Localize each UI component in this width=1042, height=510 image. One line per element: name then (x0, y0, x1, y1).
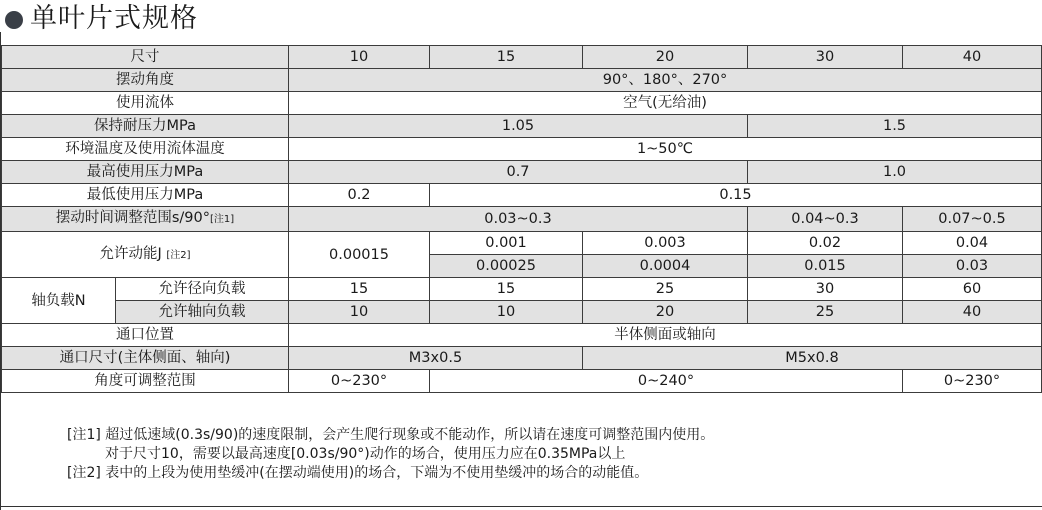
table-row (2, 347, 1042, 370)
note-1: [注1] 超过低速域(0.3s/90)的速度限制，会产生爬行现象或不能动作，所以请在速度可调整范围内使用。 (67, 427, 715, 443)
cell-value: 0.001 (430, 232, 583, 255)
cell-value: M5x0.8 (583, 347, 1042, 370)
cell-value: 0~230° (289, 370, 430, 393)
cell-value: 20 (583, 301, 748, 324)
note-ref: [注2] (166, 249, 191, 261)
cell-value: 0.015 (748, 255, 903, 278)
cell-value: 0.03~0.3 (289, 207, 748, 232)
cell-value: 0~240° (430, 370, 903, 393)
row-label: 通口尺寸(主体侧面、轴向) (2, 347, 289, 370)
cell-value: 半体侧面或轴向 (289, 324, 1042, 347)
row-label: 通口位置 (2, 324, 289, 347)
header-size: 10 (289, 46, 430, 69)
cell-value: 0.7 (289, 161, 748, 184)
cell-value: 0.2 (289, 184, 430, 207)
cell-value: 0.0004 (583, 255, 748, 278)
sub-label: 允许径向负载 (116, 278, 289, 301)
table-row (2, 184, 1042, 207)
row-label: 最高使用压力MPa (2, 161, 289, 184)
row-label: 角度可调整范围 (2, 370, 289, 393)
row-label (2, 232, 289, 278)
cell-value: 0.03 (903, 255, 1042, 278)
cell-value: 0.003 (583, 232, 748, 255)
cell-value: 0.00015 (289, 232, 430, 278)
header-size: 40 (903, 46, 1042, 69)
cell-value: 25 (748, 301, 903, 324)
cell-value: 0.15 (430, 184, 1042, 207)
cell-value: 0.04~0.3 (748, 207, 903, 232)
row-label: 保持耐压力MPa (2, 115, 289, 138)
notes (67, 426, 714, 483)
header-size: 20 (583, 46, 748, 69)
bullet-dot-icon (5, 11, 23, 29)
cell-value: 1.5 (748, 115, 1042, 138)
row-label: 环境温度及使用流体温度 (2, 138, 289, 161)
note-2: [注2] 表中的上段为使用垫缓冲(在摆动端使用)的场合，下端为不使用垫缓冲的场合的动能值。 (67, 465, 649, 481)
header-size: 15 (430, 46, 583, 69)
table-row (2, 324, 1042, 347)
cell-value: 1~50℃ (289, 138, 1042, 161)
cell-value: 10 (430, 301, 583, 324)
table-row (2, 138, 1042, 161)
table-row (2, 301, 1042, 324)
row-label-text: 允许动能J (99, 245, 162, 262)
header-size-label: 尺寸 (2, 46, 289, 69)
sub-label: 允许轴向负载 (116, 301, 289, 324)
cell-value: 25 (583, 278, 748, 301)
table-row (2, 232, 1042, 255)
row-label: 摆动角度 (2, 69, 289, 92)
row-label: 轴负载N (2, 278, 116, 324)
table-row (2, 370, 1042, 393)
note-ref: [注1] (209, 214, 235, 225)
table-row (2, 69, 1042, 92)
title-bar (0, 0, 1042, 44)
spec-table (1, 45, 1042, 393)
cell-value: 15 (289, 278, 430, 301)
cell-value: 30 (748, 278, 903, 301)
cell-value: M3x0.5 (289, 347, 583, 370)
row-label-text: 摆动时间调整范围s/90° (55, 210, 210, 226)
cell-value: 10 (289, 301, 430, 324)
cell-value: 0.02 (748, 232, 903, 255)
note-1-continued: 对于尺寸10，需要以最高速度[0.03s/90°)动作的场合，使用压力应在0.35MPa以上 (105, 446, 626, 462)
cell-value: 0.04 (903, 232, 1042, 255)
frame-bottom-border (0, 506, 1042, 507)
cell-value: 1.0 (748, 161, 1042, 184)
row-label (2, 207, 289, 232)
cell-value: 0~230° (903, 370, 1042, 393)
table-row (2, 207, 1042, 232)
cell-value: 60 (903, 278, 1042, 301)
cell-value: 0.07~0.5 (903, 207, 1042, 232)
cell-value: 空气(无给油) (289, 92, 1042, 115)
table-header-row (2, 46, 1042, 69)
cell-value: 15 (430, 278, 583, 301)
cell-value: 40 (903, 301, 1042, 324)
cell-value: 1.05 (289, 115, 748, 138)
table-row (2, 278, 1042, 301)
page-title: 单叶片式规格 (30, 3, 198, 34)
table-row (2, 115, 1042, 138)
header-size: 30 (748, 46, 903, 69)
cell-value: 90°、180°、270° (289, 69, 1042, 92)
table-row (2, 161, 1042, 184)
cell-value: 0.00025 (430, 255, 583, 278)
table-row (2, 92, 1042, 115)
row-label: 使用流体 (2, 92, 289, 115)
row-label: 最低使用压力MPa (2, 184, 289, 207)
